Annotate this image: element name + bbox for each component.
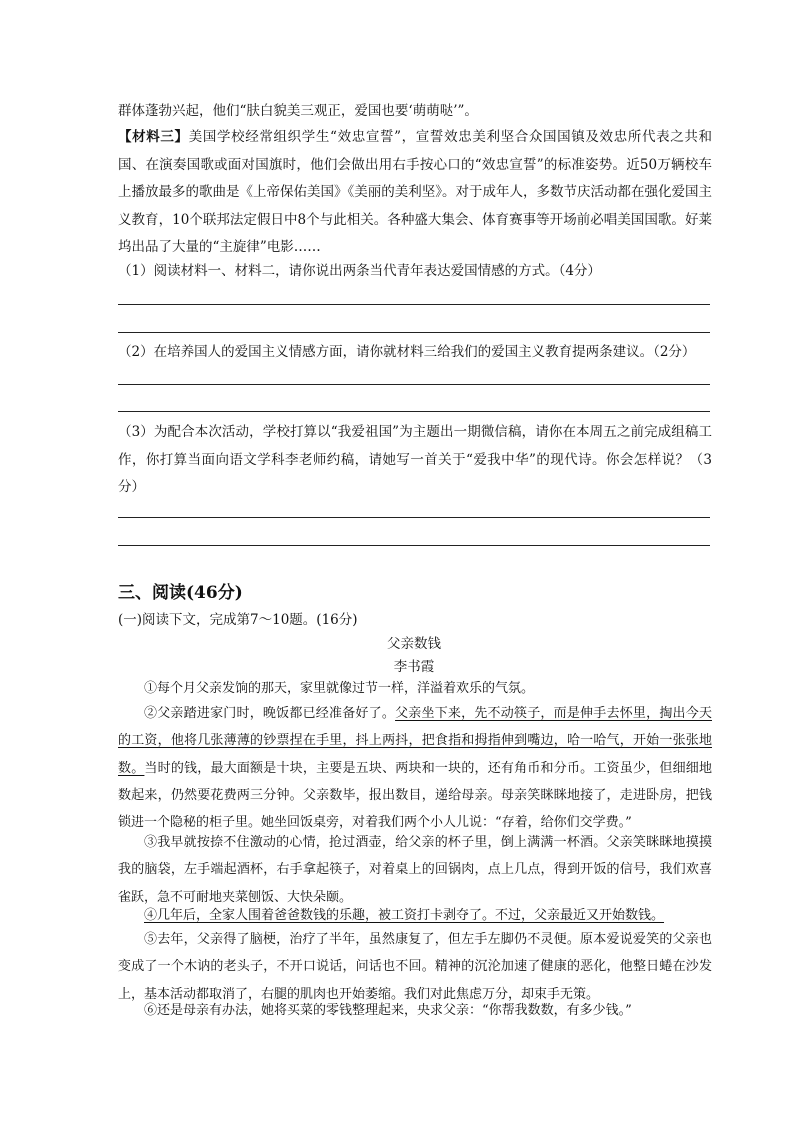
material3-text: 美国学校经常组织学生“效忠宣誓”，宣誓效忠美利坚合众国国镇及效忠所代表之共和国、在演奏国歌或面对国旗时，他们会做出用右手按心口的“效忠宣誓”的标准姿势。近50万辆校车上播放最多的歌曲是《上帝保佑美国》《美丽的美利坚》。对于成年人，多数节庆活动都在强化爱国主义教育，10个联邦法定假日中8个与此相关。各种盛大集会、体育赛事等开场前必唱美国国歌。好莱坞出品了大量的“主旋律”电影……	[118, 129, 713, 255]
question-2: （2）在培养国人的爱国主义情感方面，请你就材料三给我们的爱国主义教育提两条建议。（2分）	[118, 344, 696, 360]
material2-tail: 群体蓬勃兴起，他们“肤白貌美三观正，爱国也要‘萌萌哒’”。	[118, 103, 478, 119]
material3-label: 【材料三】	[118, 129, 189, 145]
section-heading: 三、阅读(46分)	[118, 583, 243, 603]
question-3: （3）为配合本次活动，学校打算以“我爱祖国”为主题出一期微信稿，请你在本周五之前完成组稿工作，你打算当面向语文学科李老师约稿，请她写一首关于“爱我中华”的现代诗。你会怎样说？（3分）	[118, 424, 712, 495]
article-author: 李书霞	[393, 659, 435, 675]
answer-line[interactable]	[118, 411, 710, 412]
answer-line[interactable]	[118, 545, 710, 546]
question-1: （1）阅读材料一、材料二，请你说出两条当代青年表达爱国情感的方式。（4分）	[118, 263, 601, 279]
answer-line[interactable]	[118, 384, 710, 385]
paragraph-3: ③我早就按捺不住激动的心情，抢过酒壶，给父亲的杯子里，倒上满满一杯酒。父亲笑眯眯地摸摸我的脑袋，左手端起酒杯，右手拿起筷子，对着桌上的回锅肉，点上几点，得到开饭的信号，我们欢喜雀跃，急不可耐地夹菜刨饭、大快朵颐。	[118, 835, 712, 905]
paragraph-2	[118, 700, 712, 836]
paragraph-5: ⑤去年，父亲得了脑梗，治疗了半年，虽然康复了，但左手左脚仍不灵便。原本爱说爱笑的父亲也变成了一个木讷的老头子，不开口说话，问话也不回。精神的沉沦加速了健康的恶化，他整日蜷在沙发上，基本活动都取消了，右腿的肌肉也开始萎缩。我们对此焦虑万分，却束手无策。	[118, 932, 712, 1002]
answer-line[interactable]	[118, 304, 710, 305]
paragraph-4: ④几年后，全家人围着爸爸数钱的乐趣，被工资打卡剥夺了。不过，父亲最近又开始数钱。	[144, 908, 665, 923]
paragraph-1: ①每个月父亲发饷的那天，家里就像过节一样，洋溢着欢乐的气氛。	[144, 681, 535, 696]
paragraph-2-start: ②父亲踏进家门时，晚饭都已经准备好了。	[144, 706, 396, 721]
answer-line[interactable]	[118, 332, 710, 333]
material3-paragraph	[118, 124, 712, 262]
answer-line[interactable]	[118, 517, 710, 518]
sub-heading: (一)阅读下文，完成第7～10题。(16分)	[118, 612, 358, 628]
paragraph-6: ⑥还是母亲有办法，她将买菜的零钱整理起来，央求父亲：“你帮我数数，有多少钱。”	[144, 1003, 632, 1018]
paragraph-2-end: 当时的钱，最大面额是十块，主要是五块、两块和一块的，还有角币和分币。工资虽少，但细细地数起来，仍然要花费两三分钟。父亲数毕，报出数目，递给母亲。母亲笑眯眯地接了，走进卧房，把钱锁进一个隐秘的柜子里。她坐回饭桌旁，对着我们两个小人儿说：“存着，给你们交学费。”	[118, 760, 712, 831]
paragraph-2-underlined: 父亲坐下来，先不动筷子，而是伸手去怀里，掏出今天的工资，他将几张薄薄的钞票捏在手里，抖上两抖，把食指和拇指伸到嘴边，哈一哈气，开始一张张地数。	[118, 706, 712, 776]
article-title: 父亲数钱	[387, 636, 441, 652]
